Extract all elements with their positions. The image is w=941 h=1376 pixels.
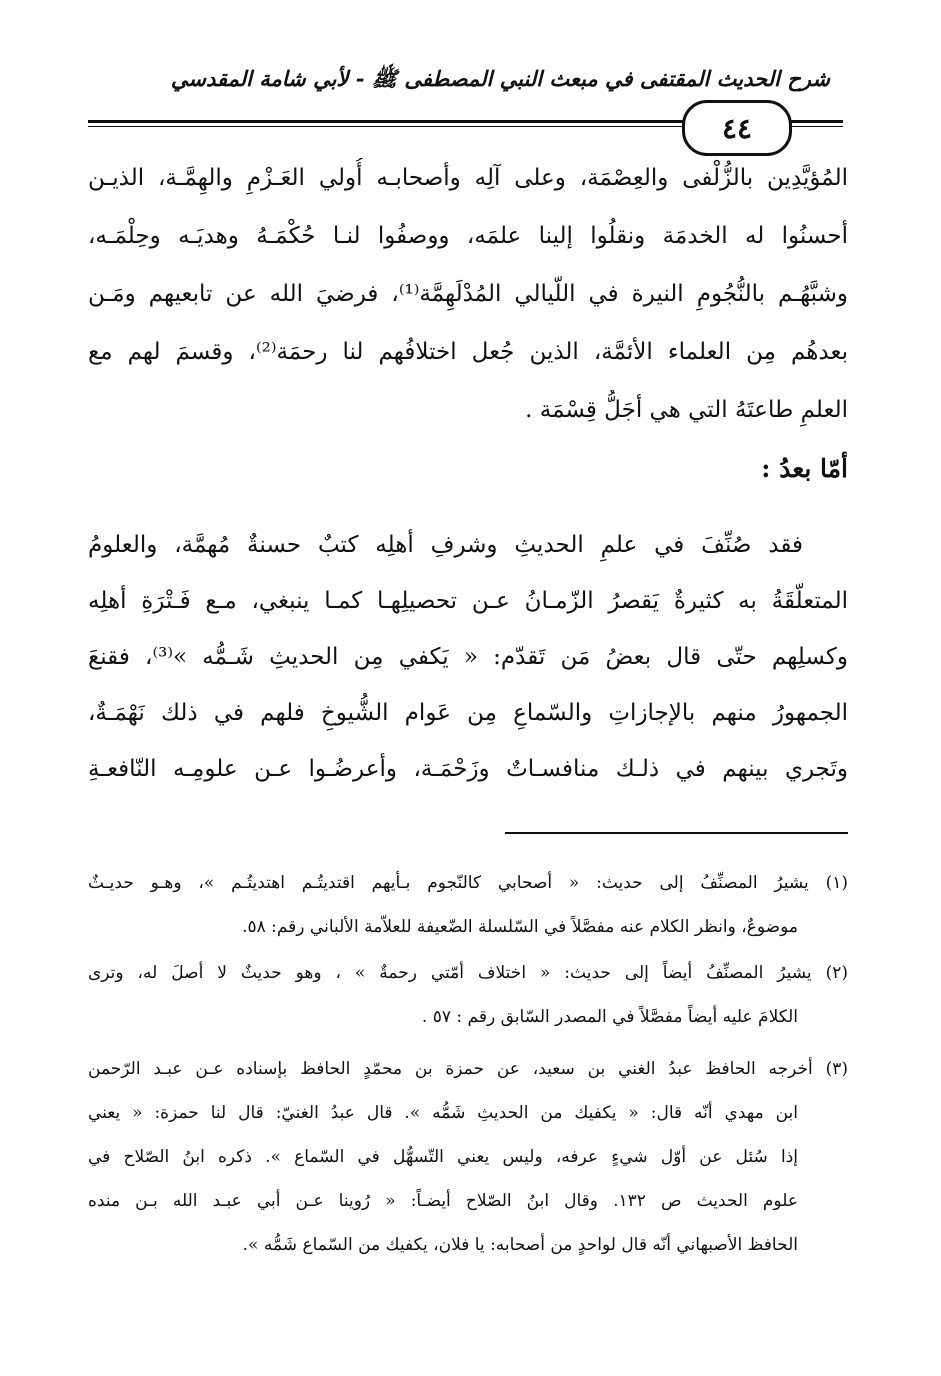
footnote-3-line: إذا سُئل عن أوّل شيءٍ عرفه، وليس يعني التّسهُّل في السّماع ». ذكره ابنُ الصّلاح في [88, 1147, 798, 1167]
footnote-3-line: ابن مهدي أنّه قال: « يكفيك من الحديثِ شَمُّه ». قال عبدُ الغنيّ: قال لنا حمزة: « يعني [88, 1103, 798, 1123]
footnote-separator [505, 832, 848, 834]
text-line: بعدهُم مِن العلماء الأئمَّة، الذين جُعل اختلافُهم لنا رحمَة⁽²⁾، وقسمَ لهم مع [88, 339, 848, 365]
footnote-1-line: (١) يشيرُ المصنِّفُ إلى حديث: « أصحابي كالنّجوم بـأيهم اقتديتُـم اهتديتُـم »، وهـو حديـثٌ [88, 873, 848, 893]
footnote-3-line: (٣) أخرجه الحافظ عبدُ الغني بن سعيد، عن حمزة بن محمّدٍ الحافظ بإسناده عـن عبـد الرّحمن [88, 1059, 848, 1079]
page-number: ٤٤ [682, 100, 792, 156]
footnote-1-line: موضوعٌ، وانظر الكلام عنه مفصَّلاً في السّلسلة الضّعيفة للعلاّمة الألباني رقم: ٥٨. [242, 917, 798, 937]
text-line: أحسنُوا له الخدمَة ونقلُوا إلينا علمَه، ووصفُوا لنـا حُكْمَـهُ وهديَـه وحِلْمَـه، [88, 223, 848, 249]
text-line: فقد صُنِّفَ في علمِ الحديثِ وشرفِ أهلِه كتبٌ حسنةٌ مُهمَّة، والعلومُ [88, 532, 803, 558]
footnote-3-line: الحافظ الأصبهاني أنّه قال لواحدٍ من أصحابه: يا فلان، يكفيك من السّماع شَمُّه ». [242, 1235, 798, 1255]
footnote-2-line: (٢) يشيرُ المصنِّفُ أيضاً إلى حديث: « اختلاف أمّتي رحمةٌ » ، وهو حديثٌ لا أصلَ له، وترى [88, 963, 848, 983]
running-header-title: شرح الحديث المقتفى في مبعث النبي المصطفى ﷺ - لأبي شامة المقدسي [170, 66, 830, 91]
section-heading: أمّا بعدُ : [761, 454, 848, 483]
text-line: وتَجري بينهم في ذلـك منافسـاتٌ وزَحْمَـة، وأعرضُـوا عـن علومِـه النّافعـةِ [88, 756, 848, 782]
text-line: المُؤيَّدِين بالزُّلْفى والعِصْمَة، وعلى آلِه وأصحابـه أُولي العَـزْمِ والهِمَّـة، الذيـن [88, 165, 848, 191]
footnote-3-line: علوم الحديث ص ١٣٢. وقال ابنُ الصّلاح أيضـاً: « رُوينا عـن أبي عبـد الله بـن منده [88, 1191, 798, 1211]
text-line: الجمهورُ منهم بالإجازاتِ والسّماعِ مِن عَوام الشُّيوخِ فلهم في ذلك نَهْمَـةٌ، [88, 700, 848, 726]
text-line: العلمِ طاعتَهُ التي هي أجَلُّ قِسْمَة . [525, 397, 848, 423]
text-line: وكسلِهم حتّى قال بعضُ مَن تَقدّم: « يَكفي مِن الحديثِ شَـمُّه »⁽³⁾، فقنعَ [88, 644, 848, 670]
text-line: وشبَّهُـم بالنُّجُومِ النيرة في اللّيالي المُدْلَهِمَّة⁽¹⁾، فرضيَ الله عن تابعيهم ومَـن [88, 281, 848, 307]
text-line: المتعلّقَةُ به كثيرةٌ يَقصرُ الزّمـانُ عـن تحصيلِهـا كمـا ينبغي، مـع فَـتْرَةِ أهلِه [88, 588, 848, 614]
footnote-2-line: الكلامَ عليه أيضاً مفصَّلاً في المصدر السّابق رقم : ٥٧ . [421, 1007, 798, 1027]
